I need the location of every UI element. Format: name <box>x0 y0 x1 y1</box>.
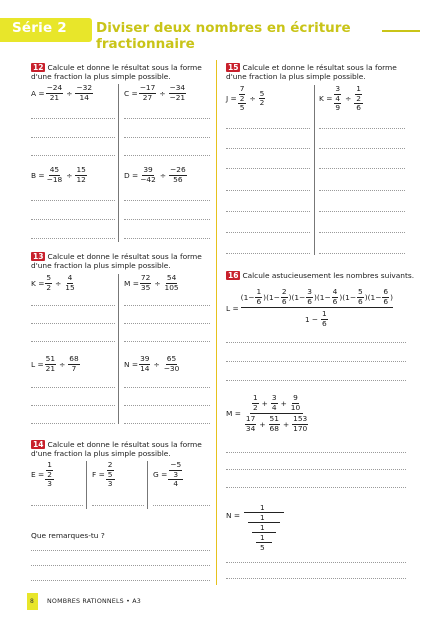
big-fraction <box>243 394 310 433</box>
fraction <box>355 85 362 103</box>
answer-line[interactable] <box>124 323 210 324</box>
answer-line[interactable] <box>124 200 210 201</box>
expr-J <box>226 85 266 113</box>
answer-line[interactable] <box>319 148 405 149</box>
numerator: 1 <box>260 503 265 512</box>
answer-line[interactable] <box>31 405 115 406</box>
fraction <box>75 84 93 102</box>
fraction <box>239 85 246 103</box>
answer-line[interactable] <box>319 253 405 254</box>
numerator: 1 <box>260 513 265 522</box>
fraction <box>68 355 79 373</box>
answer-line[interactable] <box>31 219 115 220</box>
answer-line[interactable] <box>124 155 210 156</box>
instruction-line: Calcule et donne le résultat sous la forme <box>242 63 397 72</box>
fraction <box>334 95 341 113</box>
answer-line[interactable] <box>226 361 406 362</box>
answer-line[interactable] <box>31 305 115 306</box>
expr-M16 <box>226 394 311 433</box>
exercise-14-question: Que remarques-tu ? <box>31 531 105 540</box>
complex-fraction <box>333 85 342 113</box>
answer-line[interactable] <box>31 200 115 201</box>
numerator: 1 <box>321 309 327 318</box>
answer-line[interactable] <box>319 168 405 169</box>
denominator: −18 <box>46 174 63 184</box>
operator: ÷ <box>345 94 352 104</box>
denominator: 5 <box>239 103 245 112</box>
operator: + <box>282 419 290 429</box>
exercise-14-instruction <box>31 440 202 458</box>
numerator: 4 <box>335 93 341 103</box>
expr-label: N = <box>226 511 241 520</box>
denominator: 2 <box>259 98 265 108</box>
numerator: 1 <box>260 533 265 542</box>
denominator: 2 <box>47 469 52 479</box>
numerator: 1 <box>256 287 262 296</box>
denominator: 68 <box>269 423 279 433</box>
denominator: 3 <box>47 479 52 488</box>
numerator: 4 <box>67 273 73 282</box>
denominator: 6 <box>332 296 338 306</box>
big-numerator <box>241 288 393 308</box>
numerator <box>354 85 363 104</box>
numerator: 7 <box>239 84 245 93</box>
denominator: 3 <box>107 479 113 488</box>
expr-label: L = <box>226 303 239 313</box>
answer-line[interactable] <box>226 190 310 191</box>
instruction-line: Calcule et donne le résultat sous la forme <box>47 63 202 72</box>
operator: − <box>375 292 382 302</box>
answer-line[interactable] <box>31 580 210 581</box>
denominator: 5 <box>260 543 265 552</box>
denominator: 6 <box>358 296 363 306</box>
numerator: 45 <box>49 165 60 174</box>
answer-line[interactable] <box>31 565 210 566</box>
answer-line[interactable] <box>92 505 144 506</box>
exercise-13-number: 13 <box>33 252 44 261</box>
fraction <box>75 166 86 184</box>
expr-label: E = <box>31 470 45 480</box>
term-one: 1 <box>294 292 300 302</box>
denominator: 170 <box>293 423 308 433</box>
numerator: 3 <box>335 84 341 93</box>
denominator: 14 <box>79 92 89 102</box>
answer-line[interactable] <box>31 238 115 239</box>
answer-line[interactable] <box>226 380 406 381</box>
column-divider <box>216 60 217 585</box>
denominator: 6 <box>307 296 312 306</box>
answer-line[interactable] <box>124 341 210 342</box>
product-term: ( 1 − $\frac{5}{6}$ ) <box>342 287 368 306</box>
answer-line[interactable] <box>124 387 210 388</box>
answer-line[interactable] <box>319 190 405 191</box>
expr-F <box>92 461 116 489</box>
denominator: 2 <box>46 282 52 292</box>
denominator: 4 <box>173 479 179 488</box>
denominator: 6 <box>281 296 287 306</box>
numerator: 17 <box>245 414 256 423</box>
answer-line[interactable] <box>226 578 406 579</box>
expr-N <box>124 355 181 373</box>
instruction-line: d'une fraction la plus simple possible. <box>31 449 171 458</box>
denominator: 6 <box>321 318 327 328</box>
numerator: 5 <box>358 287 363 296</box>
expr-label: K = <box>31 278 45 288</box>
fraction <box>64 274 75 292</box>
fraction <box>321 310 328 328</box>
page-number: 8 <box>30 598 34 605</box>
denominator: 15 <box>65 282 75 292</box>
answer-line[interactable] <box>31 341 115 342</box>
fraction <box>245 415 256 433</box>
numerator: 1 <box>260 523 265 532</box>
answer-line[interactable] <box>124 305 210 306</box>
fraction <box>107 461 114 479</box>
numerator <box>45 461 54 480</box>
answer-line[interactable] <box>153 505 210 506</box>
instruction-line: Calcule et donne le résultat sous la forme <box>47 252 202 261</box>
fraction <box>169 84 187 102</box>
operator: ÷ <box>66 170 73 180</box>
fraction <box>332 288 339 306</box>
fraction <box>259 90 266 108</box>
answer-line[interactable] <box>226 148 310 149</box>
expr-label: G = <box>153 470 168 480</box>
expr-label: B = <box>31 170 45 180</box>
numerator <box>168 461 183 480</box>
answer-line[interactable] <box>226 211 310 212</box>
fraction <box>163 355 181 373</box>
denominator: 35 <box>140 282 151 292</box>
term-one: 1 <box>268 292 274 302</box>
numerator: 72 <box>140 273 151 282</box>
denominator <box>333 95 342 113</box>
answer-line[interactable] <box>31 387 115 388</box>
numerator: −5 <box>170 460 182 469</box>
expr-D <box>124 166 188 184</box>
answer-line[interactable] <box>31 137 115 138</box>
expr-label: N = <box>124 359 139 369</box>
denominator: 6 <box>256 296 262 306</box>
big-fraction <box>241 288 393 328</box>
operator: ÷ <box>59 359 66 369</box>
fraction <box>139 84 157 102</box>
expr-label: F = <box>92 470 105 480</box>
operator: ÷ <box>153 359 160 369</box>
fraction <box>46 166 64 184</box>
operator: − <box>248 292 255 302</box>
denominator: 10 <box>290 402 301 412</box>
denominator: 9 <box>335 103 341 112</box>
denominator: 2 <box>252 402 258 412</box>
answer-line[interactable] <box>31 550 210 551</box>
numerator: 15 <box>76 165 86 174</box>
complex-fraction <box>354 85 363 113</box>
numerator: −32 <box>76 83 93 92</box>
operator: + <box>261 398 268 408</box>
answer-line[interactable] <box>124 219 210 220</box>
expr-A <box>31 84 94 102</box>
fraction <box>271 394 278 412</box>
product-term: ( 1 − $\frac{3}{6}$ ) <box>291 287 317 306</box>
instruction-line: d'une fraction la plus simple possible. <box>31 72 171 81</box>
denominator: 7 <box>71 363 77 373</box>
numerator: 1 <box>47 460 52 469</box>
fraction <box>290 394 301 412</box>
exercise-16-number: 16 <box>228 271 239 280</box>
operator: + <box>259 419 266 429</box>
fraction <box>45 355 56 373</box>
exercise-13-separator <box>118 274 119 424</box>
operator: − <box>349 292 357 302</box>
exercise-12-number: 12 <box>33 63 44 72</box>
expr-N16 <box>226 503 296 552</box>
answer-line[interactable] <box>226 168 310 169</box>
term-one: 1 <box>305 314 310 324</box>
operator: + <box>280 398 287 408</box>
term-one: 1 <box>243 292 249 302</box>
expr-K <box>31 274 77 292</box>
answer-line[interactable] <box>124 238 210 239</box>
numerator: 2 <box>107 460 113 469</box>
exercise-14-separator <box>147 461 148 509</box>
expr-label: K = <box>319 94 333 104</box>
product-term: ( 1 − $\frac{1}{6}$ ) <box>240 287 267 306</box>
expr-label: J = <box>226 94 237 104</box>
numerator: 39 <box>140 354 150 363</box>
numerator: 2 <box>281 287 287 296</box>
expr-B <box>31 166 88 184</box>
product-term: ( 1 − $\frac{4}{6}$ ) <box>316 287 343 306</box>
numerator <box>238 85 247 104</box>
answer-line[interactable] <box>226 487 406 488</box>
operator: − <box>311 314 318 324</box>
series-label: Série 2 <box>12 20 67 36</box>
numerator: 1 <box>356 84 361 93</box>
answer-line[interactable] <box>124 118 210 119</box>
expr-label: M = <box>226 409 241 418</box>
numerator: 5 <box>259 88 265 98</box>
fraction <box>306 288 313 306</box>
expr-label: D = <box>124 170 139 180</box>
product-term: ( 1 − $\frac{2}{6}$ ) <box>266 287 292 306</box>
denominator: 14 <box>140 363 150 373</box>
denominator: 2 <box>239 93 245 103</box>
denominator: 6 <box>383 296 389 306</box>
denominator: −42 <box>140 174 156 184</box>
numerator: 5 <box>46 273 52 282</box>
fraction <box>281 288 288 306</box>
denominator: 21 <box>45 363 56 373</box>
fraction <box>46 461 53 479</box>
expr-label: A = <box>31 88 45 98</box>
big-denominator <box>243 414 310 433</box>
fraction <box>255 288 262 306</box>
answer-line[interactable] <box>124 137 210 138</box>
fraction <box>139 355 150 373</box>
instruction-line: Calcule et donne le résultat sous la forme <box>47 440 202 449</box>
numerator <box>106 461 115 480</box>
exercise-15-instruction <box>226 63 397 81</box>
term-one: 1 <box>370 292 376 302</box>
answer-line[interactable] <box>226 253 310 254</box>
numerator: 51 <box>269 414 279 423</box>
exercise-16-instruction <box>226 271 414 280</box>
numerator: 1 <box>252 393 258 402</box>
term-one: 1 <box>345 292 350 302</box>
numerator: 4 <box>332 287 338 296</box>
answer-line[interactable] <box>31 155 115 156</box>
answer-line[interactable] <box>226 232 310 233</box>
answer-line[interactable] <box>124 423 210 424</box>
expr-label: M = <box>124 278 139 288</box>
denominator: 2 <box>356 93 361 103</box>
operator: ÷ <box>66 88 73 98</box>
answer-line[interactable] <box>319 128 405 129</box>
numerator: 65 <box>166 354 177 363</box>
exercise-15-separator <box>314 85 315 255</box>
answer-line[interactable] <box>226 128 310 129</box>
answer-line[interactable] <box>31 423 115 424</box>
exercise-15-number: 15 <box>228 63 239 72</box>
numerator: −17 <box>139 83 156 92</box>
answer-line[interactable] <box>319 232 405 233</box>
denominator: 12 <box>76 174 86 184</box>
numerator: 3 <box>271 393 277 402</box>
expr-G <box>153 461 184 489</box>
title-underline <box>382 30 420 32</box>
denominator: 105 <box>164 282 179 292</box>
operator: − <box>299 292 306 302</box>
fraction <box>169 461 182 479</box>
exercise-12-instruction <box>31 63 202 81</box>
expr-label: L = <box>31 359 44 369</box>
big-denominator <box>304 308 330 328</box>
expr-M <box>124 274 181 292</box>
answer-line[interactable] <box>226 342 406 343</box>
expr-L16 <box>226 288 394 328</box>
operator: ÷ <box>55 278 62 288</box>
expr-L <box>31 355 81 373</box>
answer-line[interactable] <box>226 562 406 563</box>
denominator: 5 <box>107 469 113 479</box>
exercise-14-separator <box>86 461 87 509</box>
answer-line[interactable] <box>124 405 210 406</box>
fraction <box>357 288 364 306</box>
operator: − <box>324 292 331 302</box>
complex-fraction <box>238 85 247 113</box>
numerator: −34 <box>169 83 186 92</box>
expr-C <box>124 84 187 102</box>
numerator: 39 <box>143 165 153 174</box>
denominator: −30 <box>163 363 180 373</box>
numerator: −26 <box>170 165 186 174</box>
fraction <box>252 394 259 412</box>
instruction-line: d'une fraction la plus simple possible. <box>31 261 171 270</box>
answer-line[interactable] <box>319 211 405 212</box>
answer-line[interactable] <box>31 323 115 324</box>
answer-line[interactable] <box>31 505 83 506</box>
fraction <box>139 166 157 184</box>
denominator: 6 <box>356 103 361 112</box>
fraction <box>169 166 187 184</box>
denominator: 34 <box>245 423 256 433</box>
expr-E <box>31 461 55 489</box>
numerator: −24 <box>46 83 63 92</box>
term-one: 1 <box>319 292 325 302</box>
answer-line[interactable] <box>226 452 406 453</box>
page-title: Diviser deux nombres en écriture fractionnaire <box>96 20 351 52</box>
numerator: 9 <box>293 393 298 402</box>
numerator: 54 <box>166 273 177 282</box>
big-numerator <box>250 394 303 414</box>
numerator: 6 <box>383 287 389 296</box>
instruction-line: Calcule astucieusement les nombres suivants. <box>242 271 415 280</box>
operator: − <box>273 292 280 302</box>
complex-fraction <box>45 461 54 489</box>
exercise-14-number: 14 <box>33 440 44 449</box>
denominator: 27 <box>142 92 153 102</box>
denominator: 21 <box>49 92 60 102</box>
fraction <box>382 288 389 306</box>
operator: ÷ <box>159 170 167 180</box>
numerator: 153 <box>293 414 308 423</box>
numerator: 51 <box>45 354 56 363</box>
fraction <box>292 415 308 433</box>
product-term: ( 1 − $\frac{6}{6}$ ) <box>367 287 394 306</box>
fraction <box>140 274 151 292</box>
fraction <box>164 274 180 292</box>
exercise-12-separator <box>118 84 119 242</box>
denominator: 4 <box>271 402 277 412</box>
operator: ÷ <box>159 88 166 98</box>
complex-fraction <box>168 461 183 489</box>
answer-line[interactable] <box>31 118 115 119</box>
operator: ÷ <box>249 94 256 104</box>
fraction <box>269 415 280 433</box>
fraction <box>46 84 64 102</box>
instruction-line: d'une fraction la plus simple possible. <box>226 72 366 81</box>
denominator: 3 <box>173 469 179 479</box>
exercise-13-instruction <box>31 252 202 270</box>
numerator: 68 <box>69 354 79 363</box>
answer-line[interactable] <box>226 469 406 470</box>
numerator: 3 <box>307 287 312 296</box>
denominator: −21 <box>169 92 186 102</box>
expr-label: C = <box>124 88 138 98</box>
operator: ÷ <box>154 278 161 288</box>
expr-K2 <box>319 85 364 113</box>
denominator: 56 <box>173 174 183 184</box>
fraction <box>45 274 52 292</box>
complex-fraction <box>106 461 115 489</box>
footer-text: NOMBRES RATIONNELS • A3 <box>47 598 141 605</box>
